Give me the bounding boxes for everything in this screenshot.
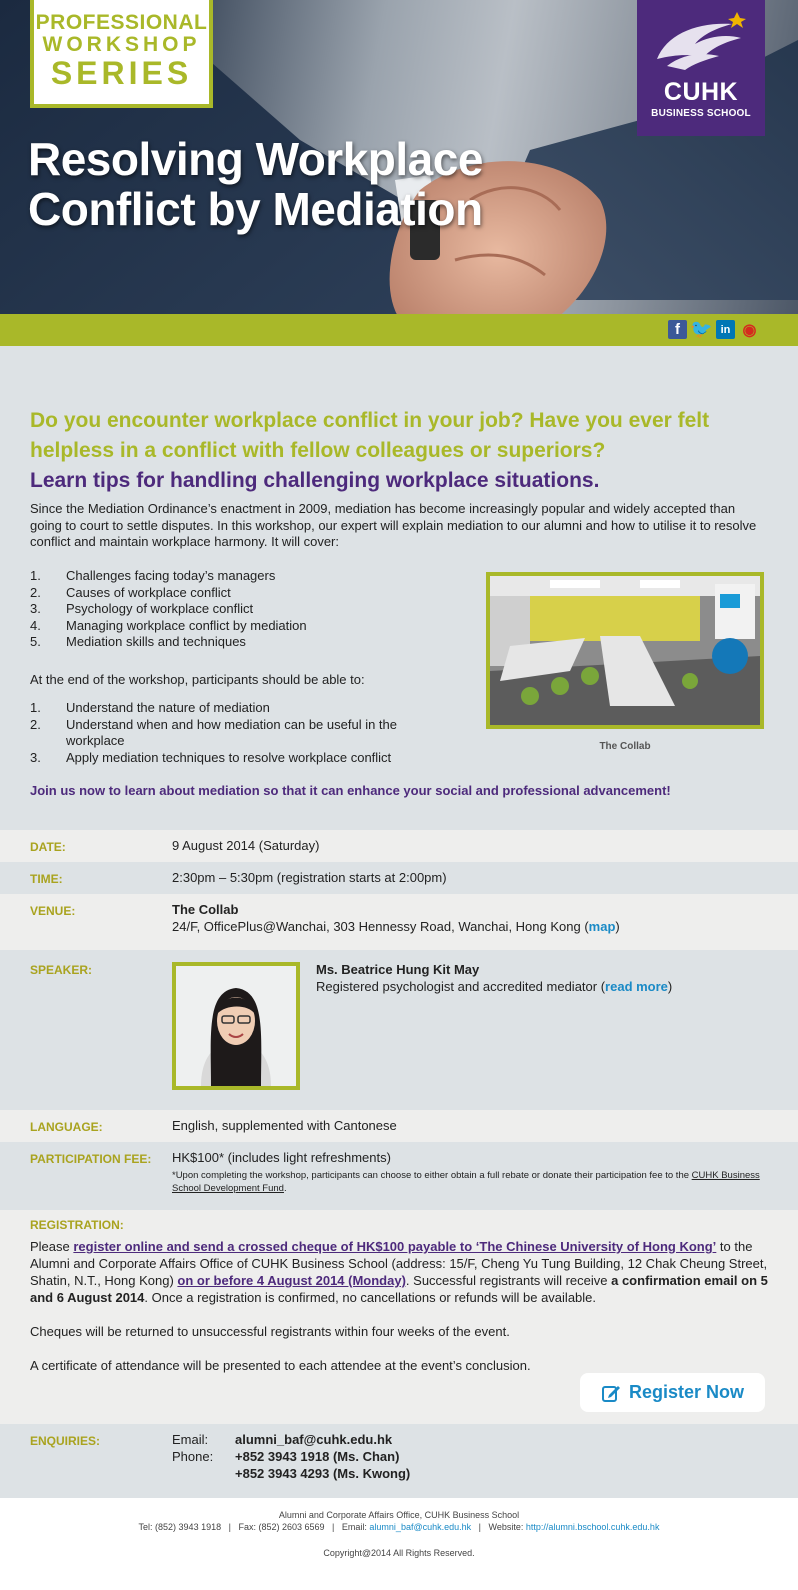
register-online-link[interactable]: register online and send a crossed cheque of HK$100 payable to ‘The Chinese University of Hong Kong’	[73, 1239, 717, 1254]
registration-text	[30, 1238, 768, 1374]
date-value: 9 August 2014 (Saturday)	[172, 838, 320, 853]
series-line-3: SERIES	[50, 55, 193, 91]
footer	[0, 1498, 798, 1590]
fee-row	[0, 1142, 798, 1210]
speaker-row	[0, 950, 798, 1110]
venue-photo	[486, 572, 764, 729]
phone-2: +852 3943 4293 (Ms. Kwong)	[235, 1466, 411, 1481]
enquiries-row	[0, 1424, 798, 1498]
intro-headline	[30, 406, 770, 496]
intro-paragraph: Since the Mediation Ordinance’s enactment in 2009, mediation has become increasingly popular and widely accepted than going to court to settle disputes. In this workshop, our expert will explain mediation to our alumni and how to utilise it to resolve conflict and maintain workplace harmony. It will cover:	[30, 501, 757, 549]
fee-note: *Upon completing the workshop, participants can choose to either obtain a full rebate or donate their participation fee to the CUHK Business School Development Fund.	[172, 1170, 760, 1194]
fee-label: PARTICIPATION FEE:	[30, 1152, 152, 1166]
enquiries-contacts	[172, 1431, 410, 1482]
phone-label: Phone:	[172, 1449, 214, 1464]
speaker-description: Registered psychologist and accredited mediator (read more)	[316, 979, 673, 994]
language-row	[0, 1110, 798, 1142]
register-now-label: Register Now	[628, 1382, 745, 1402]
speaker-label: SPEAKER:	[30, 963, 93, 977]
venue-label: VENUE:	[30, 904, 76, 918]
list-item: 1. Challenges facing today’s managers	[30, 568, 276, 583]
speaker-info	[316, 961, 672, 995]
list-item: 3. Apply mediation techniques to resolve workplace conflict	[30, 749, 392, 765]
speaker-portrait	[176, 966, 296, 1086]
enquiry-email[interactable]: alumni_baf@cuhk.edu.hk	[235, 1432, 393, 1447]
venue-value	[172, 901, 620, 935]
venue-row	[0, 894, 798, 950]
list-item: 2. Understand when and how mediation can be useful in the workplace	[30, 716, 397, 748]
list-item: 3. Psychology of workplace conflict	[30, 601, 254, 616]
registration-label: REGISTRATION:	[30, 1218, 124, 1232]
certificate-note: A certificate of attendance will be presented to each attendee at the event’s conclusion.	[30, 1358, 531, 1373]
intro-question: Do you encounter workplace conflict in your job? Have you ever felt helpless in a conflict with fellow colleagues or superiors?	[30, 409, 710, 462]
enquiries-label: ENQUIRIES:	[30, 1434, 101, 1448]
map-link[interactable]: map	[588, 919, 616, 934]
speaker-photo	[172, 962, 300, 1090]
logo-subtitle: BUSINESS SCHOOL	[651, 108, 751, 119]
classroom-image	[490, 576, 760, 725]
intro-tip: Learn tips for handling challenging workplace situations.	[30, 469, 600, 492]
deadline-text: on or before 4 August 2014 (Monday)	[177, 1273, 406, 1288]
footer-copyright: Copyright@2014 All Rights Reserved.	[323, 1548, 475, 1558]
intro-section	[0, 346, 798, 830]
twitter-icon[interactable]: 🐦	[690, 319, 713, 339]
venue-address: 24/F, OfficePlus@Wanchai, 303 Hennessy Road, Wanchai, Hong Kong (map)	[172, 919, 620, 934]
language-value: English, supplemented with Cantonese	[172, 1118, 397, 1133]
call-to-action-text: Join us now to learn about mediation so that it can enhance your social and professional advancement!	[30, 783, 671, 798]
linkedin-icon[interactable]: in	[716, 320, 735, 339]
footer-email-link[interactable]: alumni_baf@cuhk.edu.hk	[369, 1522, 472, 1532]
time-row	[0, 862, 798, 894]
footer-contacts: Tel: (852) 3943 1918 | Fax: (852) 2603 6569 | Email: alumni_baf@cuhk.edu.hk | Website: http://alumni.bschool.cuhk.edu.hk	[138, 1522, 660, 1532]
facebook-icon[interactable]: f	[668, 320, 687, 339]
registration-paragraph: Please register online and send a crossed cheque of HK$100 payable to ‘The Chinese University of Hong Kong’ to the Alumni and Corporate Affairs Office of CUHK Business School (address: 15/F, Cheng Yu Tung Building, 12 Chak Cheung Street, Shatin, N.T., Hong Kong) on or before 4 August 2014 (Monday). Successful registrants will receive a confirmation email on 5 and 6 August 2014. Once a registration is confirmed, no cancellations or refunds will be available.	[30, 1239, 768, 1305]
cuhk-logo[interactable]	[637, 0, 765, 136]
title-line-2: Conflict by Mediation	[28, 183, 483, 235]
hero-banner	[0, 0, 798, 346]
series-line-2: WORKSHOP	[42, 33, 201, 56]
language-label: LANGUAGE:	[30, 1120, 103, 1134]
development-fund-link[interactable]: CUHK Business School Development Fund	[172, 1170, 760, 1194]
outcomes-list	[30, 700, 430, 766]
venue-name: The Collab	[172, 902, 239, 917]
logo-name: CUHK	[663, 78, 739, 106]
edit-icon	[601, 1383, 621, 1403]
page-title	[28, 134, 608, 234]
time-label: TIME:	[30, 872, 63, 886]
series-line-1: PROFESSIONAL	[35, 11, 208, 34]
title-line-1: Resolving Workplace	[28, 133, 483, 185]
time-value: 2:30pm – 5:30pm (registration starts at 2:00pm)	[172, 870, 447, 885]
workshop-series-badge	[30, 0, 213, 108]
phoenix-logo-icon	[637, 4, 765, 79]
fee-value: HK$100* (includes light refreshments)	[172, 1150, 391, 1165]
list-item: 5. Mediation skills and techniques	[30, 634, 246, 649]
footer-office: Alumni and Corporate Affairs Office, CUHK Business School	[278, 1510, 520, 1520]
phone-1: +852 3943 1918 (Ms. Chan)	[235, 1449, 400, 1464]
registration-section	[0, 1210, 798, 1424]
cheque-return-note: Cheques will be returned to unsuccessful registrants within four weeks of the event.	[30, 1324, 510, 1339]
list-item: 4. Managing workplace conflict by mediation	[30, 617, 307, 633]
venue-photo-caption: The Collab	[599, 741, 651, 752]
footer-website-link[interactable]: http://alumni.bschool.cuhk.edu.hk	[525, 1522, 660, 1532]
date-label: DATE:	[30, 840, 66, 854]
weibo-icon[interactable]: ◉	[742, 321, 757, 339]
date-row	[0, 830, 798, 862]
email-label: Email:	[172, 1432, 209, 1447]
outcomes-intro: At the end of the workshop, participants should be able to:	[30, 672, 365, 687]
social-share-bar	[668, 320, 759, 340]
read-more-link[interactable]: read more	[605, 979, 668, 994]
register-now-button[interactable]	[580, 1373, 765, 1412]
list-item: 2. Causes of workplace conflict	[30, 584, 231, 600]
speaker-name: Ms. Beatrice Hung Kit May	[316, 962, 480, 977]
list-item: 1. Understand the nature of mediation	[30, 700, 270, 715]
topics-list	[30, 568, 450, 651]
